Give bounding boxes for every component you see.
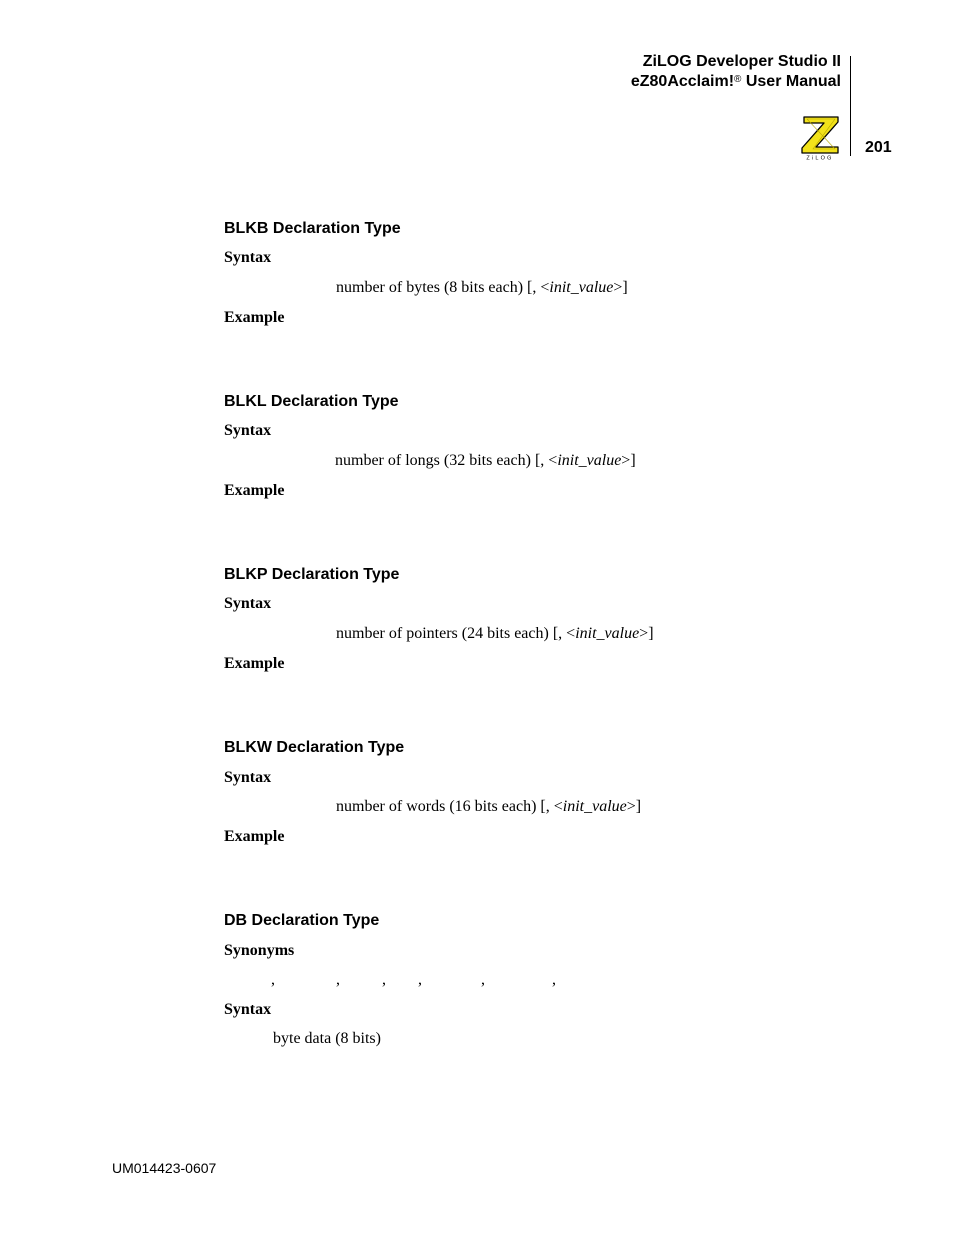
blkb-syntax-label: Syntax bbox=[224, 249, 272, 266]
synonym-separator: , bbox=[552, 971, 556, 988]
blkb-heading: BLKB Declaration Type bbox=[224, 220, 401, 237]
blkp-heading: BLKP Declaration Type bbox=[224, 566, 400, 583]
page-number: 201 bbox=[865, 139, 892, 156]
db-syntax-text: byte data (8 bits) bbox=[273, 1030, 381, 1047]
blkl-example-label: Example bbox=[224, 482, 285, 499]
synonym-separator: , bbox=[382, 971, 386, 988]
synonym-separator: , bbox=[481, 971, 485, 988]
blkl-syntax-label: Syntax bbox=[224, 422, 272, 439]
synonym-separator: , bbox=[271, 971, 275, 988]
header-title-line1: ZiLOG Developer Studio II bbox=[642, 53, 841, 70]
synonym-separator: , bbox=[336, 971, 340, 988]
blkp-syntax-text: number of pointers (24 bits each) [, <init_value>] bbox=[336, 625, 654, 642]
header-manual-label: User Manual bbox=[741, 73, 841, 90]
document-id: UM014423-0607 bbox=[112, 1160, 217, 1176]
registered-mark: ® bbox=[734, 74, 742, 85]
blkw-syntax-label: Syntax bbox=[224, 769, 272, 786]
db-heading: DB Declaration Type bbox=[224, 912, 380, 929]
blkw-example-label: Example bbox=[224, 828, 285, 845]
header-title-line2 bbox=[631, 72, 841, 92]
synonym-separator: , bbox=[418, 971, 422, 988]
db-syntax-label: Syntax bbox=[224, 1001, 272, 1018]
blkl-heading: BLKL Declaration Type bbox=[224, 393, 399, 410]
header-divider bbox=[850, 56, 851, 156]
zilog-logo-icon bbox=[796, 112, 844, 160]
blkp-syntax-label: Syntax bbox=[224, 595, 272, 612]
blkb-example-label: Example bbox=[224, 309, 285, 326]
document-header bbox=[631, 52, 841, 92]
blkw-syntax-text: number of words (16 bits each) [, <init_value>] bbox=[336, 798, 642, 815]
header-product-name: eZ80Acclaim! bbox=[630, 73, 735, 90]
db-synonyms-label: Synonyms bbox=[224, 942, 295, 959]
blkp-example-label: Example bbox=[224, 655, 285, 672]
logo-wordmark: ZiLOG bbox=[806, 155, 834, 160]
blkw-heading: BLKW Declaration Type bbox=[224, 739, 405, 756]
blkl-syntax-text: number of longs (32 bits each) [, <init_value>] bbox=[335, 452, 636, 469]
blkb-syntax-text: number of bytes (8 bits each) [, <init_value>] bbox=[336, 279, 628, 296]
